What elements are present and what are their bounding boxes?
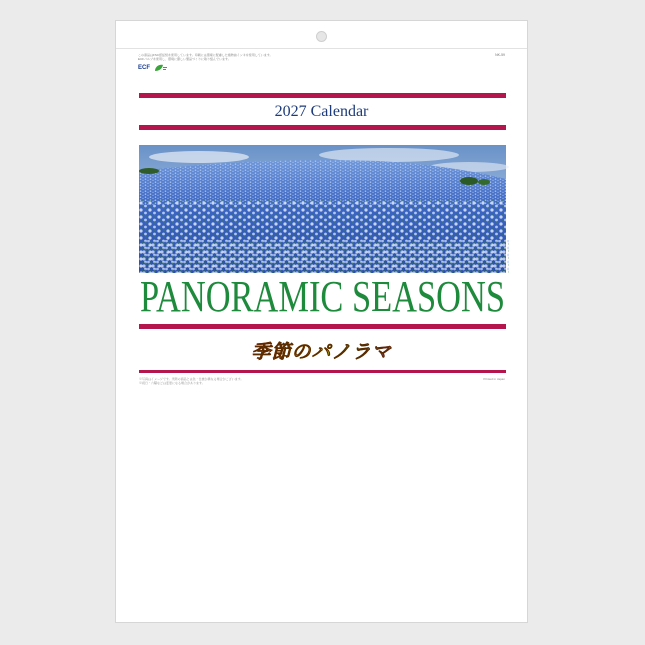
notice-line: ECFパルプを使用し、環境に優しい製品づくりに取り組んでいます。 <box>138 57 231 61</box>
fine-print-line: ※祝日・六曜などは変更になる場合があります。 <box>139 381 205 385</box>
panorama-photo <box>139 145 506 273</box>
headline-text: PANORAMIC SEASONS <box>140 272 505 321</box>
eco-logos <box>138 64 168 72</box>
panoramic-seasons-headline <box>139 272 506 321</box>
fine-print-line: ※写真はイメージです。実際の商品とは色・仕様が異なる場合がございます。 <box>139 377 244 381</box>
ecf-logo: ECF <box>138 65 150 71</box>
product-code: NK-59 <box>495 53 505 57</box>
hanger-hole-icon <box>316 31 327 42</box>
notice-text <box>138 53 328 61</box>
rule-under-title <box>139 125 506 130</box>
calendar-sheet <box>116 21 527 622</box>
notice-line: この商品はFSC認証紙を使用しています。印刷には環境に配慮した植物油インキを使用しています。 <box>138 53 273 57</box>
top-divider <box>116 48 527 49</box>
japanese-title-text: 季節のパノラマ <box>251 341 392 363</box>
rule-bottom <box>139 370 506 373</box>
leaf-icon <box>154 64 168 72</box>
rule-top <box>139 93 506 98</box>
fine-print-right: Printed in Japan <box>483 377 505 381</box>
japanese-title <box>116 339 527 367</box>
fine-print <box>139 377 439 385</box>
calendar-title: 2027 Calendar <box>274 103 369 120</box>
rule-under-headline <box>139 324 506 329</box>
